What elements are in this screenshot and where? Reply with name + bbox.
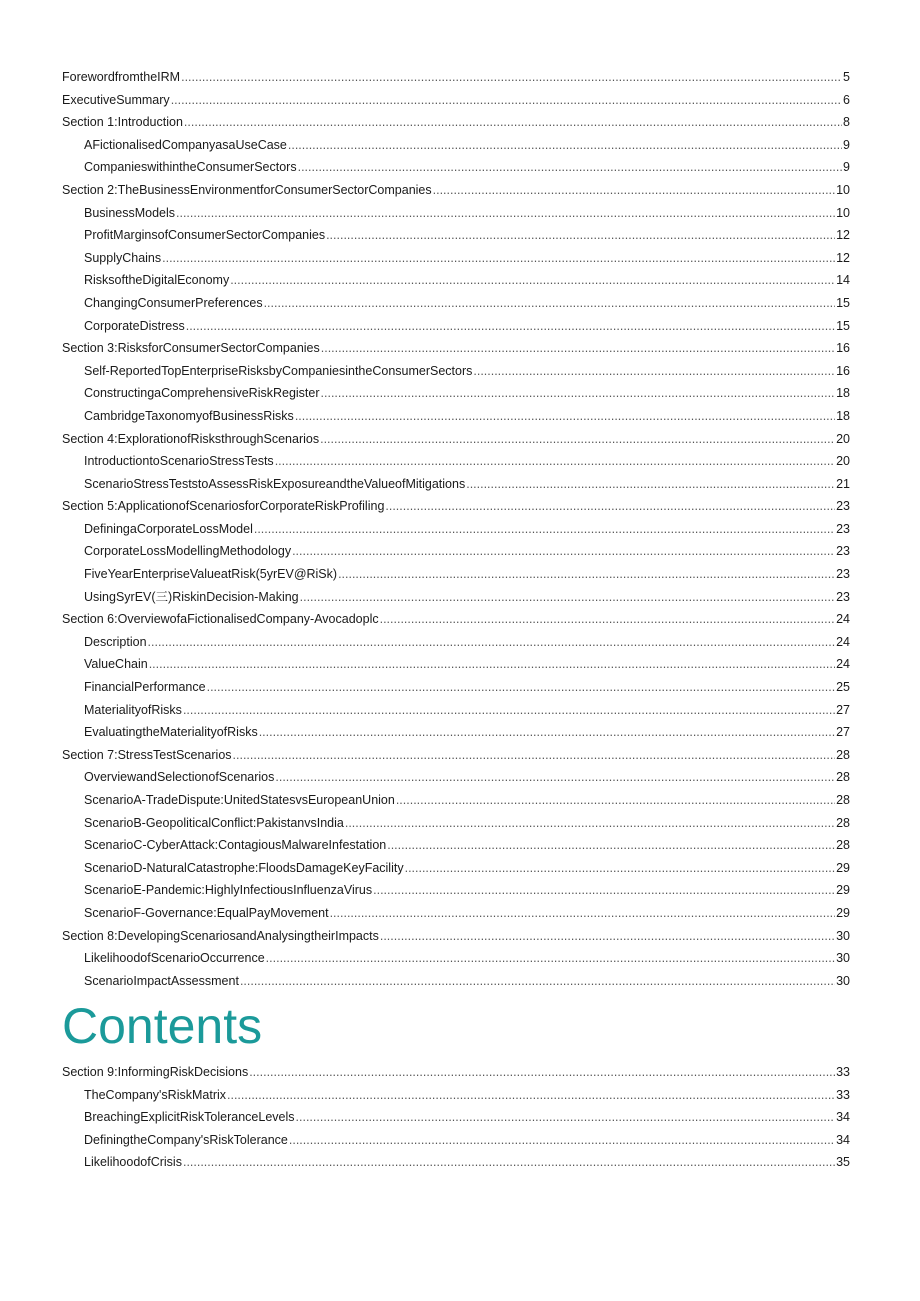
section-number: Section 6: bbox=[62, 612, 118, 627]
toc-subentry[interactable] bbox=[62, 156, 850, 179]
dot-leader bbox=[275, 766, 835, 789]
toc-entry-title: OverviewandSelectionofScenarios bbox=[84, 770, 275, 785]
toc-part-two bbox=[62, 1061, 850, 1174]
page-number: 27 bbox=[836, 725, 850, 740]
toc-entry-title: InformingRiskDecisions bbox=[117, 1065, 249, 1079]
toc-subentry[interactable] bbox=[62, 563, 850, 586]
dot-leader bbox=[326, 224, 835, 247]
page-number: 10 bbox=[836, 205, 850, 220]
toc-entry[interactable] bbox=[62, 608, 850, 631]
dot-leader bbox=[264, 292, 836, 315]
toc-entry-title: ApplicationofScenariosforCorporateRiskProfiling bbox=[117, 499, 385, 514]
toc-subentry[interactable] bbox=[62, 947, 850, 970]
page-number: 9 bbox=[843, 160, 850, 175]
dot-leader bbox=[373, 879, 835, 902]
toc-entry-title: ScenarioF-Governance:EqualPayMovement bbox=[84, 905, 329, 920]
dot-leader bbox=[298, 156, 842, 179]
dot-leader bbox=[184, 111, 842, 134]
toc-subentry[interactable] bbox=[62, 721, 850, 744]
page-number: 29 bbox=[836, 905, 850, 920]
page-number: 34 bbox=[836, 1110, 850, 1125]
page-number: 12 bbox=[836, 250, 850, 265]
toc-entry-title: ForewordfromtheIRM bbox=[62, 70, 181, 84]
dot-leader bbox=[385, 495, 835, 518]
toc-entry-title: RisksforConsumerSectorCompanies bbox=[117, 341, 320, 356]
toc-subentry[interactable] bbox=[62, 812, 850, 835]
toc-subentry[interactable] bbox=[62, 405, 850, 428]
page-number: 28 bbox=[836, 793, 850, 807]
toc-subentry[interactable] bbox=[62, 224, 850, 247]
toc-entry-title: LikelihoodofCrisis bbox=[84, 1155, 182, 1170]
dot-leader bbox=[162, 247, 835, 270]
page-number: 28 bbox=[836, 770, 850, 785]
page-number: 23 bbox=[836, 567, 850, 582]
toc-subentry[interactable] bbox=[62, 586, 850, 609]
toc-subentry[interactable] bbox=[62, 902, 850, 925]
dot-leader bbox=[380, 608, 835, 631]
page-number: 6 bbox=[843, 92, 850, 107]
toc-subentry[interactable] bbox=[62, 766, 850, 789]
dot-leader bbox=[249, 1061, 835, 1084]
page-number: 23 bbox=[836, 521, 850, 536]
toc-subentry[interactable] bbox=[62, 292, 850, 315]
dot-leader bbox=[300, 586, 835, 609]
dot-leader bbox=[433, 179, 835, 202]
toc-subentry[interactable] bbox=[62, 653, 850, 676]
dot-leader bbox=[321, 382, 836, 405]
dot-leader bbox=[207, 676, 836, 699]
section-number: Section 8: bbox=[62, 928, 118, 943]
toc-entry-title: CompanieswithintheConsumerSectors bbox=[84, 160, 297, 175]
page-number: 30 bbox=[836, 973, 850, 988]
page-number: 34 bbox=[836, 1132, 850, 1147]
toc-subentry[interactable] bbox=[62, 1106, 850, 1129]
dot-leader bbox=[396, 789, 835, 812]
page-number: 18 bbox=[836, 408, 850, 423]
toc-subentry[interactable] bbox=[62, 134, 850, 157]
page-number: 35 bbox=[836, 1155, 850, 1170]
toc-entry-title: IntroductiontoScenarioStressTests bbox=[84, 454, 274, 469]
dot-leader bbox=[338, 563, 835, 586]
toc-entry[interactable] bbox=[62, 66, 850, 89]
page-number: 24 bbox=[836, 657, 850, 672]
toc-entry-title: LikelihoodofScenarioOccurrence bbox=[84, 951, 265, 966]
toc-entry-title: ScenarioD-NaturalCatastrophe:FloodsDamageKeyFacility bbox=[84, 860, 404, 875]
dot-leader bbox=[186, 315, 835, 338]
toc-entry-title: DefiningtheCompany'sRiskTolerance bbox=[84, 1132, 288, 1147]
page-number: 15 bbox=[836, 318, 850, 333]
toc-entry-title: EvaluatingtheMaterialityofRisks bbox=[84, 725, 258, 740]
toc-subentry[interactable] bbox=[62, 382, 850, 405]
toc-subentry[interactable] bbox=[62, 269, 850, 292]
toc-entry-title: ScenarioStressTeststoAssessRiskExposureandtheValueofMitigations bbox=[84, 476, 466, 491]
toc-entry-title: CorporateDistress bbox=[84, 318, 185, 333]
dot-leader bbox=[183, 1151, 835, 1174]
toc-entry-title: AFictionalisedCompanyasaUseCase bbox=[84, 137, 287, 152]
toc-entry-title: ConstructingaComprehensiveRiskRegister bbox=[84, 386, 320, 401]
page-number: 28 bbox=[836, 815, 850, 830]
page-number: 18 bbox=[836, 386, 850, 401]
dot-leader bbox=[227, 1084, 835, 1107]
section-number: Section 3: bbox=[62, 341, 118, 356]
toc-subentry[interactable] bbox=[62, 450, 850, 473]
toc-entry-title: ScenarioB-GeopoliticalConflict:PakistanvsIndia bbox=[84, 815, 344, 830]
dot-leader bbox=[233, 744, 836, 767]
toc-entry[interactable] bbox=[62, 428, 850, 451]
dot-leader bbox=[266, 947, 835, 970]
toc-subentry[interactable] bbox=[62, 518, 850, 541]
toc-subentry[interactable] bbox=[62, 1151, 850, 1174]
toc-entry[interactable] bbox=[62, 1061, 850, 1084]
toc-entry-title: DevelopingScenariosandAnalysingtheirImpacts bbox=[117, 928, 379, 943]
toc-subentry[interactable] bbox=[62, 473, 850, 496]
page-number: 12 bbox=[836, 228, 850, 243]
toc-entry-title: Introduction bbox=[117, 115, 183, 130]
page-number: 28 bbox=[836, 747, 850, 762]
page-number: 20 bbox=[836, 431, 850, 446]
dot-leader bbox=[259, 721, 835, 744]
page-number: 16 bbox=[836, 341, 850, 356]
page-number: 33 bbox=[836, 1065, 850, 1079]
page-number: 16 bbox=[836, 363, 850, 378]
dot-leader bbox=[292, 540, 835, 563]
page-number: 9 bbox=[843, 137, 850, 152]
toc-entry-title: ScenarioE-Pandemic:HighlyInfectiousInfluenzaVirus bbox=[84, 883, 373, 898]
page-number: 29 bbox=[836, 860, 850, 875]
toc-subentry[interactable] bbox=[62, 699, 850, 722]
section-number: Section 5: bbox=[62, 499, 118, 514]
toc-entry-title: TheBusinessEnvironmentforConsumerSectorCompanies bbox=[117, 182, 432, 197]
toc-entry[interactable] bbox=[62, 337, 850, 360]
page-number: 24 bbox=[836, 634, 850, 649]
section-number: Section 7: bbox=[62, 747, 118, 762]
toc-subentry[interactable] bbox=[62, 360, 850, 383]
dot-leader bbox=[295, 405, 835, 428]
dot-leader bbox=[230, 269, 835, 292]
toc-entry-title: FiveYearEnterpriseValueatRisk(5yrEV@RiSk) bbox=[84, 567, 338, 582]
dot-leader bbox=[275, 450, 835, 473]
toc-entry-title: BreachingExplicitRiskToleranceLevels bbox=[84, 1110, 295, 1125]
page-number: 8 bbox=[843, 115, 850, 130]
toc-entry-title: UsingSyrEV(三)RiskinDecision-Making bbox=[84, 589, 299, 604]
toc-entry-title: OverviewofaFictionalisedCompany-Avocadoplc bbox=[117, 612, 379, 627]
toc-entry-title: ExecutiveSummary bbox=[62, 92, 170, 107]
page-number: 10 bbox=[836, 182, 850, 197]
dot-leader bbox=[148, 631, 836, 654]
page-number: 23 bbox=[836, 499, 850, 514]
dot-leader bbox=[380, 925, 835, 948]
toc-entry-title: ChangingConsumerPreferences bbox=[84, 295, 263, 310]
toc-entry-title: Self-ReportedTopEnterpriseRisksbyCompaniesintheConsumerSectors bbox=[84, 363, 473, 378]
toc-entry-title: FinancialPerformance bbox=[84, 680, 206, 695]
page-number: 30 bbox=[836, 928, 850, 943]
toc-subentry[interactable] bbox=[62, 202, 850, 225]
dot-leader bbox=[473, 360, 835, 383]
toc-entry-title: ScenarioA-TradeDispute:UnitedStatesvsEuropeanUnion bbox=[84, 793, 395, 807]
toc-entry-title: ProfitMarginsofConsumerSectorCompanies bbox=[84, 228, 326, 243]
section-number: Section 1: bbox=[62, 115, 118, 130]
toc-subentry[interactable] bbox=[62, 631, 850, 654]
toc-entry-title: ExplorationofRisksthroughScenarios bbox=[117, 431, 320, 446]
toc-entry-title: ValueChain bbox=[84, 657, 148, 672]
dot-leader bbox=[176, 202, 835, 225]
toc-entry-title: MaterialityofRisks bbox=[84, 702, 182, 717]
toc-subentry[interactable] bbox=[62, 857, 850, 880]
toc-entry-title: CorporateLossModellingMethodology bbox=[84, 544, 292, 559]
toc-entry-title: TheCompany'sRiskMatrix bbox=[84, 1087, 227, 1102]
page-number: 15 bbox=[836, 295, 850, 310]
toc-entry[interactable] bbox=[62, 179, 850, 202]
page-number: 25 bbox=[836, 680, 850, 695]
toc-entry[interactable] bbox=[62, 89, 850, 112]
dot-leader bbox=[183, 699, 835, 722]
toc-subentry[interactable] bbox=[62, 789, 850, 812]
dot-leader bbox=[240, 970, 835, 993]
dot-leader bbox=[321, 337, 835, 360]
toc-entry[interactable] bbox=[62, 744, 850, 767]
dot-leader bbox=[181, 66, 842, 89]
section-number: Section 9: bbox=[62, 1065, 118, 1079]
dot-leader bbox=[254, 518, 835, 541]
dot-leader bbox=[171, 89, 842, 112]
page-number: 23 bbox=[836, 544, 850, 559]
toc-entry-title: BusinessModels bbox=[84, 205, 176, 220]
toc-subentry[interactable] bbox=[62, 676, 850, 699]
dot-leader bbox=[387, 834, 835, 857]
page-number: 21 bbox=[836, 476, 850, 491]
toc-entry-title: CambridgeTaxonomyofBusinessRisks bbox=[84, 408, 294, 423]
toc-entry-title: Description bbox=[84, 634, 147, 649]
toc-subentry[interactable] bbox=[62, 315, 850, 338]
toc-entry[interactable] bbox=[62, 925, 850, 948]
dot-leader bbox=[330, 902, 836, 925]
toc-subentry[interactable] bbox=[62, 879, 850, 902]
page-number: 5 bbox=[843, 70, 850, 84]
toc-subentry[interactable] bbox=[62, 1129, 850, 1152]
toc-entry[interactable] bbox=[62, 111, 850, 134]
dot-leader bbox=[296, 1106, 836, 1129]
section-number: Section 2: bbox=[62, 182, 118, 197]
section-number: Section 4: bbox=[62, 431, 118, 446]
toc-entry-title: StressTestScenarios bbox=[117, 747, 232, 762]
page-number: 24 bbox=[836, 612, 850, 627]
toc-subentry[interactable] bbox=[62, 1084, 850, 1107]
contents-heading: Contents bbox=[62, 998, 263, 1054]
dot-leader bbox=[288, 134, 842, 157]
toc-subentry[interactable] bbox=[62, 540, 850, 563]
toc-subentry[interactable] bbox=[62, 970, 850, 993]
dot-leader bbox=[149, 653, 835, 676]
dot-leader bbox=[289, 1129, 835, 1152]
toc-entry-title: RisksoftheDigitalEconomy bbox=[84, 273, 230, 288]
dot-leader bbox=[320, 428, 835, 451]
toc-entry-title: SupplyChains bbox=[84, 250, 162, 265]
page-number: 33 bbox=[836, 1087, 850, 1102]
page-number: 30 bbox=[836, 951, 850, 966]
toc-entry[interactable] bbox=[62, 495, 850, 518]
toc-entry-title: DefiningaCorporateLossModel bbox=[84, 521, 253, 536]
toc-entry-title: ScenarioC-CyberAttack:ContagiousMalwareInfestation bbox=[84, 838, 387, 853]
page-number: 14 bbox=[836, 273, 850, 288]
page-number: 29 bbox=[836, 883, 850, 898]
page-number: 23 bbox=[836, 589, 850, 604]
toc-subentry[interactable] bbox=[62, 834, 850, 857]
dot-leader bbox=[405, 857, 836, 880]
dot-leader bbox=[466, 473, 835, 496]
toc-entry-title: ScenarioImpactAssessment bbox=[84, 973, 239, 988]
dot-leader bbox=[345, 812, 835, 835]
page-number: 28 bbox=[836, 838, 850, 853]
page-number: 20 bbox=[836, 454, 850, 469]
toc-part-one bbox=[62, 66, 850, 992]
page-number: 27 bbox=[836, 702, 850, 717]
toc-subentry[interactable] bbox=[62, 247, 850, 270]
